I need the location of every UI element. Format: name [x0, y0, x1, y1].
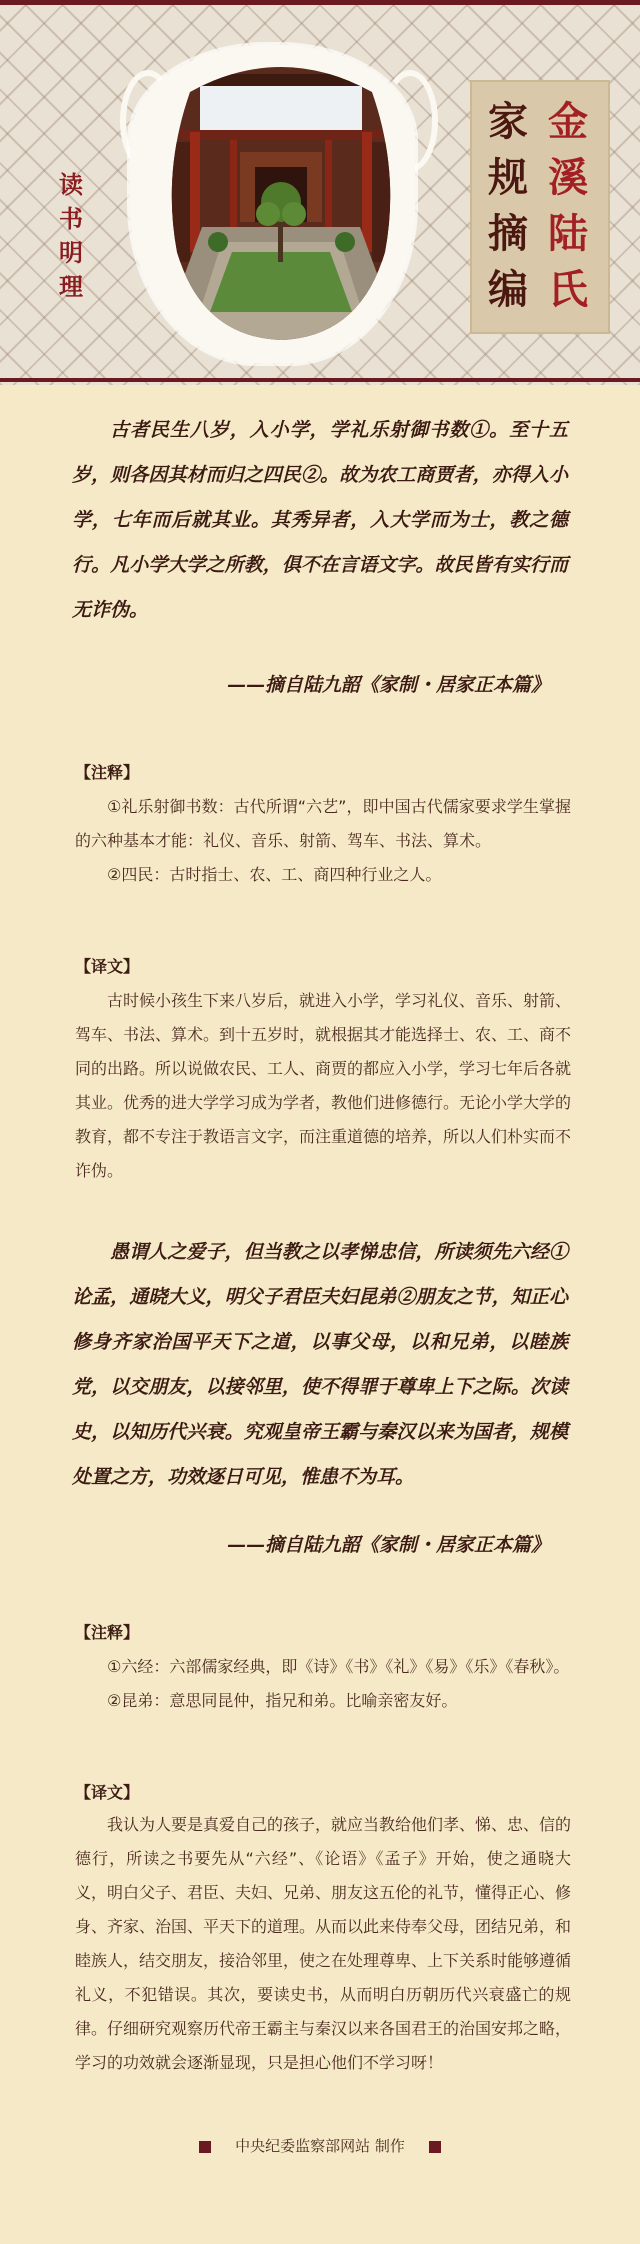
- title-char: 家: [488, 98, 528, 145]
- title-char: 规: [488, 154, 528, 201]
- quote-text: 愚谓人之爱子，但当教之以孝悌忠信，所读须先六经①论孟，通晓大义，明父子君臣夫妇昆弟②朋友之节，知正心修身齐家治国平天下之道，以事父母，以和兄弟，以睦族党，以交朋友，以接邻里，使不得罪于尊卑上下之际。次读史，以知历代兴衰。究观皇帝王霸与秦汉以来为国者，规模处置之方，功效逐日可见，惟患不为耳。: [72, 1241, 568, 1488]
- side-label-char: 书: [59, 204, 83, 233]
- title-char: 金: [548, 98, 588, 145]
- quote-passage-1: [72, 408, 568, 633]
- footer: [0, 2135, 640, 2156]
- note-item: ②四民：古时指士、农、工、商四种行业之人。: [107, 865, 442, 884]
- title-column-right: [538, 94, 598, 318]
- notes-2: [75, 1650, 571, 1718]
- translation-label-1: 【译文】: [75, 957, 140, 976]
- quote-source-1: ——摘自陆九韶《家制・居家正本篇》: [226, 674, 550, 696]
- title-char: 陆: [548, 210, 588, 257]
- quote-passage-2: [72, 1230, 568, 1500]
- title-column-left: [478, 94, 538, 318]
- translation-1: [75, 984, 571, 1188]
- translation-label-2: 【译文】: [75, 1783, 140, 1802]
- top-border: [0, 0, 640, 5]
- side-label-char: 明: [59, 238, 83, 267]
- side-label: [50, 168, 92, 304]
- translation-2: [75, 1808, 571, 2080]
- quote-source-2: ——摘自陆九韶《家制・居家正本篇》: [226, 1534, 550, 1556]
- translation-text: 古时候小孩生下来八岁后，就进入小学，学习礼仪、音乐、射箭、驾车、书法、算术。到十五岁时，就根据其才能选择士、农、工、商不同的出路。所以说做农民、工人、商贾的都应入小学，学习七年后各就其业。优秀的进大学学习成为学者，教他们进修德行。无论小学大学的教育，都不专注于教语言文字，而注重道德的培养，所以人们朴实而不诈伪。: [75, 991, 572, 1180]
- title-char: 溪: [548, 154, 588, 201]
- side-label-char: 读: [59, 170, 83, 199]
- notes-label-2: 【注释】: [75, 1623, 140, 1642]
- translation-text: 我认为人要是真爱自己的孩子，就应当教给他们孝、悌、忠、信的德行，所读之书要先从“六经”、《论语》《孟子》开始，使之通晓大义，明白父子、君臣、夫妇、兄弟、朋友这五伦的礼节，懂得正心、修身、齐家、治国、平天下的道理。从而以此来侍奉父母，团结兄弟，和睦族人，结交朋友，接洽邻里，使之在处理尊卑、上下关系时能够遵循礼义，不犯错误。其次，要读史书，从而明白历朝历代兴衰盛亡的规律。仔细研究观察历代帝王霸主与秦汉以来各国君王的治国安邦之略，学习的功效就会逐渐显现，只是担心他们不学习呀！: [75, 1815, 572, 2072]
- note-item: ①六经：六部儒家经典，即《诗》《书》《礼》《易》《乐》《春秋》。: [107, 1657, 570, 1676]
- courtyard-photo: [160, 52, 402, 342]
- footer-square-icon: [199, 2141, 211, 2153]
- side-label-char: 理: [59, 272, 83, 301]
- footer-square-icon: [429, 2141, 441, 2153]
- notes-label-1: 【注释】: [75, 763, 140, 782]
- title-char: 氏: [548, 266, 588, 313]
- notes-1: [75, 790, 571, 892]
- title-box: [470, 80, 610, 334]
- header-banner: [0, 0, 640, 385]
- footer-credit: 中央纪委监察部网站 制作: [235, 2137, 405, 2155]
- title-char: 编: [488, 266, 528, 313]
- note-item: ①礼乐射御书数：古代所谓“六艺”，即中国古代儒家要求学生掌握的六种基本才能：礼仪、音乐、射箭、驾车、书法、算术。: [75, 797, 571, 850]
- note-item: ②昆弟：意思同昆仲，指兄和弟。比喻亲密友好。: [107, 1691, 458, 1710]
- header-divider: [0, 378, 640, 382]
- quote-text: 古者民生八岁，入小学，学礼乐射御书数①。至十五岁，则各因其材而归之四民②。故为农工商贾者，亦得入小学，七年而后就其业。其秀异者，入大学而为士，教之德行。凡小学大学之所教，俱不在言语文字。故民皆有实行而无诈伪。: [72, 419, 568, 621]
- title-char: 摘: [488, 210, 528, 257]
